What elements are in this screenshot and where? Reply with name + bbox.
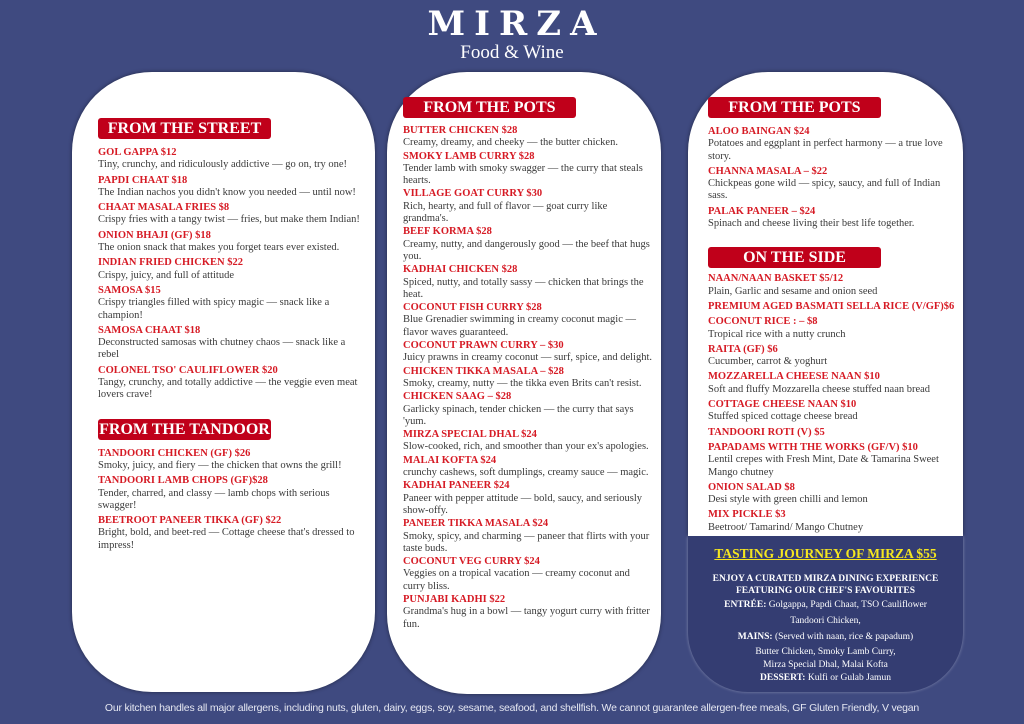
menu-item-name: BEETROOT PANEER TIKKA (GF) $22	[98, 515, 282, 527]
middle-column	[403, 97, 653, 632]
menu-item	[708, 509, 958, 534]
menu-item-name: TANDOORI CHICKEN (GF) $26	[98, 447, 251, 459]
menu-item-description: Desi style with green chilli and lemon	[708, 494, 868, 506]
menu-item-description: Spinach and cheese living their best life together.	[708, 218, 915, 230]
menu-item-description: Soft and fluffy Mozzarella cheese stuffed naan bread	[708, 383, 931, 395]
menu-item-name: KADHAI PANEER $24	[403, 480, 510, 492]
menu-item-description: Spiced, nutty, and totally sassy — chicken that brings the heat.	[403, 276, 644, 300]
entree-label: ENTRÉE:	[724, 600, 767, 610]
tasting-title: TASTING JOURNEY OF MIRZA $55	[714, 546, 937, 561]
section-header: FROM THE TANDOOR	[99, 420, 270, 438]
menu-item-name: ONION BHAJI (GF) $18	[98, 229, 211, 241]
mains-text-2: Butter Chicken, Smoky Lamb Curry,	[755, 647, 896, 657]
menu-item	[708, 301, 958, 313]
menu-item	[403, 188, 653, 225]
section-header: FROM THE POTS	[708, 97, 881, 118]
menu-item-description: Lentil crepes with Fresh Mint, Date & Tamarina Sweet Mango chutney	[708, 454, 939, 478]
menu-item-name: COCONUT RICE : – $8	[708, 316, 818, 328]
menu-item-name: NAAN/NAAN BASKET $5/12	[708, 273, 844, 285]
menu-item-description: Garlicky spinach, tender chicken — the curry that says 'yum.	[403, 403, 634, 427]
menu-item-description: Rich, hearty, and full of flavor — goat curry like grandma's.	[403, 200, 608, 225]
menu-item	[403, 264, 653, 301]
mains-text-3: Mirza Special Dhal, Malai Kofta	[763, 660, 888, 670]
menu-item	[708, 126, 958, 163]
menu-item-description: Chickpeas gone wild — spicy, saucy, and full of Indian sass.	[708, 178, 941, 202]
menu-item	[708, 371, 958, 396]
section-pots-2	[708, 97, 958, 233]
menu-item-description: Crispy, juicy, and full of attitude	[98, 269, 234, 281]
menu-item	[98, 515, 360, 552]
menu-item	[403, 556, 653, 593]
menu-item	[98, 257, 360, 282]
menu-item-name: BEEF KORMA $28	[403, 226, 492, 238]
menu-item	[403, 480, 653, 517]
section-header: FROM THE POTS	[403, 97, 576, 118]
menu-item-description: Grandma's hug in a bowl — tangy yogurt curry with fritter fun.	[403, 606, 650, 630]
menu-item-name: CHICKEN SAAG – $28	[403, 391, 512, 403]
menu-item-description: Tender lamb with smoky swagger — the curry that steals hearts.	[403, 162, 643, 187]
menu-item	[708, 344, 958, 369]
menu-item-name: CHICKEN TIKKA MASALA – $28	[403, 365, 564, 377]
menu-item	[403, 366, 653, 391]
menu-item	[403, 125, 653, 150]
menu-item-description: Smoky, spicy, and charming — paneer that flirts with your taste buds.	[403, 530, 650, 554]
menu-item	[403, 340, 653, 365]
menu-item-name: COTTAGE CHEESE NAAN $10	[708, 399, 857, 411]
menu-item-name: BUTTER CHICKEN $28	[403, 125, 518, 136]
menu-item-description: Tangy, crunchy, and totally addictive — the veggie even meat lovers crave!	[98, 377, 358, 401]
menu-item-description: Smoky, juicy, and fiery — the chicken that owns the grill!	[98, 459, 342, 471]
menu-item-name: PAPDI CHAAT $18	[98, 174, 188, 186]
section-tandoor	[98, 419, 360, 555]
mains-label: MAINS:	[737, 632, 773, 642]
section-pots-1	[403, 97, 653, 632]
menu-item	[403, 429, 653, 454]
menu-item	[98, 325, 360, 362]
menu-item-name: TANDOORI LAMB CHOPS (GF)$28	[98, 475, 268, 487]
tasting-intro-1: ENJOY A CURATED MIRZA DINING EXPERIENCE	[712, 574, 939, 584]
menu-item-description: Blue Grenadier swimming in creamy coconut magic — flavor waves guaranteed.	[403, 314, 636, 338]
menu-item	[98, 475, 360, 512]
menu-item	[708, 442, 958, 479]
menu-item-name: MIRZA SPECIAL DHAL $24	[403, 429, 537, 441]
section-side	[708, 247, 958, 537]
menu-item-description: Cucumber, carrot & yoghurt	[708, 356, 828, 368]
menu-item-description: Tiny, crunchy, and ridiculously addictive — go on, try one!	[98, 159, 348, 171]
menu-item	[98, 175, 360, 200]
menu-item-description: Stuffed spiced cottage cheese bread	[708, 411, 858, 423]
menu-item-description: Creamy, dreamy, and cheeky — the butter chicken.	[403, 137, 618, 149]
menu-item-name: SMOKY LAMB CURRY $28	[403, 150, 535, 162]
menu-item-name: SAMOSA CHAAT $18	[98, 324, 201, 336]
menu-item-description: Crispy triangles filled with spicy magic — snack like a champion!	[98, 297, 330, 321]
menu-item	[98, 202, 360, 227]
section-header: FROM THE STREET	[98, 118, 271, 139]
menu-item-name: PUNJABI KADHI $22	[403, 593, 506, 605]
menu-item-description: Plain, Garlic and sesame and onion seed	[708, 285, 878, 297]
menu-item	[708, 399, 958, 424]
menu-item	[708, 482, 958, 507]
menu-item-name: MOZZARELLA CHEESE NAAN $10	[708, 371, 880, 383]
left-column	[98, 118, 360, 555]
menu-item	[98, 147, 360, 172]
menu-item-name: ONION SALAD $8	[708, 481, 795, 493]
menu-item-name: GOL GAPPA $12	[98, 147, 177, 158]
menu-item-description: Bright, bold, and beet-red — Cottage cheese that's dressed to impress!	[98, 527, 355, 551]
menu-item-name: COCONUT PRAWN CURRY – $30	[403, 340, 564, 352]
menu-item-name: PAPADAMS WITH THE WORKS (GF/V) $10	[708, 441, 918, 453]
menu-item-name: ALOO BAINGAN $24	[708, 126, 810, 137]
menu-item-name: INDIAN FRIED CHICKEN $22	[98, 257, 243, 269]
brand-logo-title: MIRZA	[427, 4, 606, 44]
menu-item-name: KADHAI CHICKEN $28	[403, 264, 518, 276]
menu-item-name: PANEER TIKKA MASALA $24	[403, 518, 549, 530]
menu-item	[403, 455, 653, 480]
menu-item-name: CHAAT MASALA FRIES $8	[98, 202, 230, 214]
entree-text: Golgappa, Papdi Chaat, TSO Cauliflower	[768, 600, 927, 610]
menu-item-description: Tender, charred, and classy — lamb chops with serious swagger!	[98, 487, 330, 511]
menu-item-name: CHANNA MASALA – $22	[708, 165, 828, 177]
menu-item-name: VILLAGE GOAT CURRY $30	[403, 188, 543, 200]
menu-item-description: Slow-cooked, rich, and smoother than your ex's apologies.	[403, 441, 649, 453]
menu-item-description: Veggies on a tropical vacation — creamy coconut and curry bliss.	[403, 568, 630, 592]
menu-item	[403, 594, 653, 631]
right-column	[708, 97, 958, 537]
section-header: ON THE SIDE	[708, 247, 881, 268]
menu-item-description: The Indian nachos you didn't know you needed — until now!	[98, 186, 356, 198]
menu-item-description: Crispy fries with a tangy twist — fries, but make them Indian!	[98, 214, 360, 226]
menu-item-description: Deconstructed samosas with chutney chaos — snack like a rebel	[98, 337, 346, 361]
menu-item	[708, 316, 958, 341]
menu-item-description: Creamy, nutty, and dangerously good — the beef that hugs you.	[403, 238, 650, 262]
menu-item-description: The onion snack that makes you forget tears ever existed.	[98, 242, 340, 254]
menu-item-name: TANDOORI ROTI (V) $5	[708, 426, 825, 438]
menu-item-description: Beetroot/ Tamarind/ Mango Chutney	[708, 521, 864, 533]
menu-item-name: MALAI KOFTA $24	[403, 454, 497, 466]
menu-item	[98, 230, 360, 255]
menu-item	[403, 151, 653, 188]
menu-item-description: Potatoes and eggplant in perfect harmony — a true love story.	[708, 138, 943, 162]
menu-item	[403, 226, 653, 263]
section-street	[98, 118, 360, 405]
menu-item-description: Tropical rice with a nutty crunch	[708, 328, 846, 340]
menu-item	[403, 518, 653, 555]
menu-item-name: RAITA (GF) $6	[708, 343, 778, 355]
tasting-menu	[688, 545, 963, 685]
menu-item	[98, 285, 360, 322]
menu-item	[403, 302, 653, 339]
menu-item-name: PALAK PANEER – $24	[708, 205, 816, 217]
menu-item-name: SAMOSA $15	[98, 284, 161, 296]
menu-item-description: Juicy prawns in creamy coconut — surf, spice, and delight.	[403, 352, 653, 364]
menu-item	[98, 448, 360, 473]
menu-item-name: MIX PICKLE $3	[708, 509, 786, 521]
brand-subtitle: Food & Wine	[460, 42, 564, 63]
menu-item	[98, 365, 360, 402]
mains-text: (Served with naan, rice & papadum)	[774, 632, 914, 642]
dessert-text: Kulfi or Gulab Jamun	[807, 673, 891, 683]
entree-text-2: Tandoori Chicken,	[790, 616, 861, 626]
menu-item-description: crunchy cashews, soft dumplings, creamy sauce — magic.	[403, 467, 649, 479]
allergen-footer: Our kitchen handles all major allergens, including nuts, gluten, dairy, eggs, soy, sesame, seafood, and shellfish. We cannot guarantee allergen-free meals, GF Gluten Friendly, V vegan	[104, 702, 920, 714]
menu-item-name: COLONEL TSO' CAULIFLOWER $20	[98, 364, 278, 376]
menu-item	[708, 273, 958, 298]
menu-item	[708, 206, 958, 231]
menu-item-name: PREMIUM AGED BASMATI SELLA RICE (V/GF)$6	[708, 300, 955, 312]
menu-item	[708, 427, 958, 439]
tasting-intro-2: FEATURING OUR CHEF'S FAVOURITES	[735, 586, 915, 596]
menu-item-description: Smoky, creamy, nutty — the tikka even Brits can't resist.	[403, 377, 642, 389]
dessert-label: DESSERT:	[760, 673, 806, 683]
menu-item	[708, 166, 958, 203]
menu-item-name: COCONUT VEG CURRY $24	[403, 556, 540, 568]
menu-item-description: Paneer with pepper attitude — bold, saucy, and seriously show-offy.	[403, 492, 643, 516]
menu-item	[403, 391, 653, 428]
menu-item-name: COCONUT FISH CURRY $28	[403, 302, 542, 314]
